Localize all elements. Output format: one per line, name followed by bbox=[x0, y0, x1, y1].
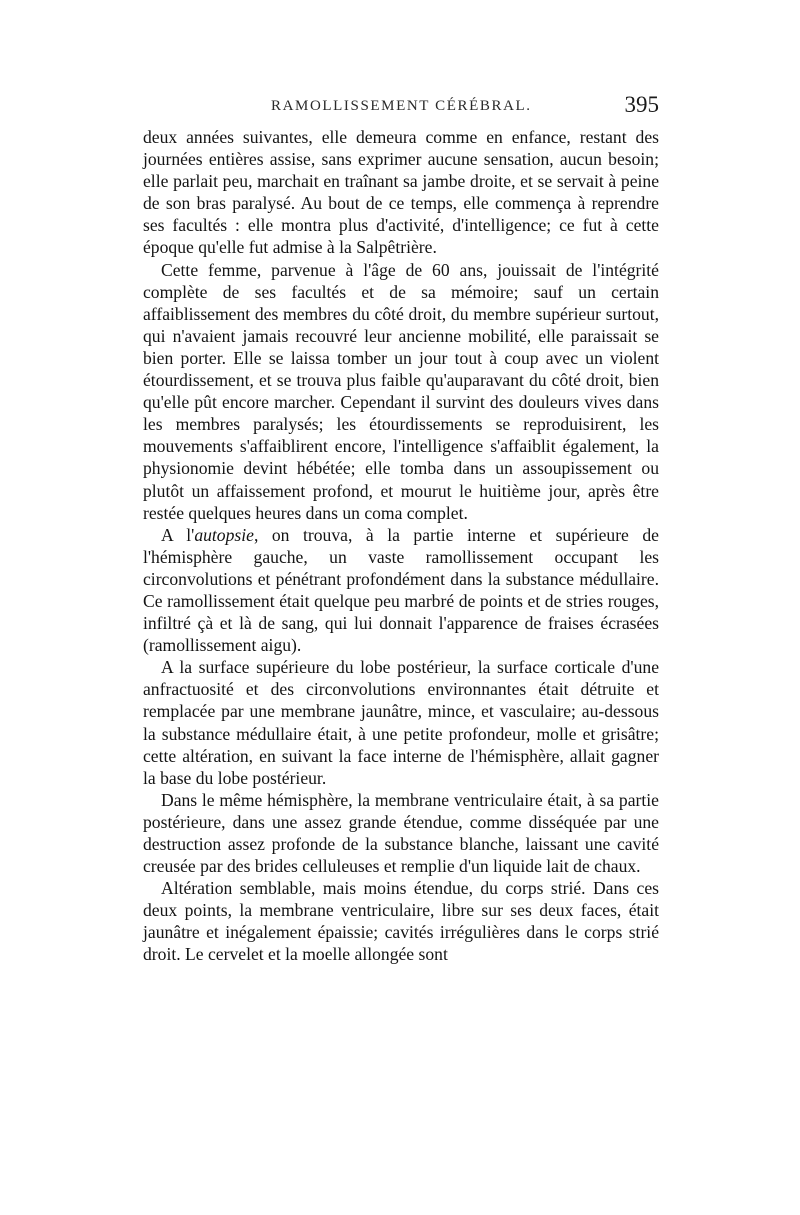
page-number: 395 bbox=[624, 92, 659, 117]
paragraph-4: A la surface supérieure du lobe postérieur, la surface corticale d'une anfractuosité et des circonvolutions environnantes était détruite et remplacée par une membrane jaunâtre, mince, et vasculaire; au-dessous la substance médullaire était, à une petite profondeur, molle et grisâtre; cette altération, en suivant la face interne de l'hémisphère, allait gagner la base du lobe postérieur. bbox=[143, 657, 659, 788]
body-text bbox=[143, 126, 659, 966]
autopsy-prefix: A l' bbox=[161, 524, 195, 545]
paragraph-3 bbox=[143, 524, 659, 657]
autopsy-term: autopsie bbox=[194, 524, 254, 545]
paragraph-2: Cette femme, parvenue à l'âge de 60 ans, jouissait de l'intégrité complète de ses facultés et de sa mémoire; sauf un certain affaiblissement des membres du côté droit, du membre supérieur surtout, qui n'avaient jamais recouvré leur ancienne mobilité, elle paraissait se bien porter. Elle se laissa tomber un jour tout à coup avec un violent étourdissement, et se trouva plus faible qu'auparavant du côté droit, bien qu'elle pût encore marcher. Cependant il survint des douleurs vives dans les membres paralysés; les étourdissements se reproduisirent, les mouvements s'affaiblirent encore, l'intelligence s'affaiblit également, la physionomie devint hébétée; elle tomba dans un assoupissement ou plutôt un affaissement profond, et mourut le huitième jour, après être restée quelques heures dans un coma complet. bbox=[143, 259, 659, 523]
paragraph-5: Dans le même hémisphère, la membrane ventriculaire était, à sa partie postérieure, dans une assez grande étendue, comme disséquée par une destruction assez profonde de la substance blanche, laissant une cavité creusée par des brides celluleuses et remplie d'un liquide lait de chaux. bbox=[143, 789, 659, 877]
paragraph-6: Altération semblable, mais moins étendue, du corps strié. Dans ces deux points, la membrane ventriculaire, libre sur ses deux faces, était jaunâtre et inégalement épaissie; cavités irrégulières dans le corps strié droit. Le cervelet et la moelle allongée sont bbox=[143, 878, 659, 965]
paragraph-1: deux années suivantes, elle demeura comme en enfance, restant des journées entières assise, sans exprimer aucune sensation, aucun besoin; elle parlait peu, marchait en traînant sa jambe droite, et se servait à peine de son bras paralysé. Au bout de ce temps, elle commença à reprendre ses facultés : elle montra plus d'activité, d'intelligence; ce fut à cette époque qu'elle fut admise à la Salpêtrière. bbox=[143, 127, 659, 258]
page-header bbox=[143, 92, 659, 122]
paragraph-3-text: , on trouva, à la partie interne et supérieure de l'hémisphère gauche, un vaste ramollissement occupant les circonvolutions et pénétrant profondément dans la substance médullaire. Ce ramollissement était quelque peu marbré de points et de stries rouges, infiltré çà et là de sang, qui lui donnait l'apparence de fraises écrasées (ramollissement aigu). bbox=[143, 524, 659, 656]
running-head: RAMOLLISSEMENT CÉRÉBRAL. bbox=[271, 98, 532, 114]
